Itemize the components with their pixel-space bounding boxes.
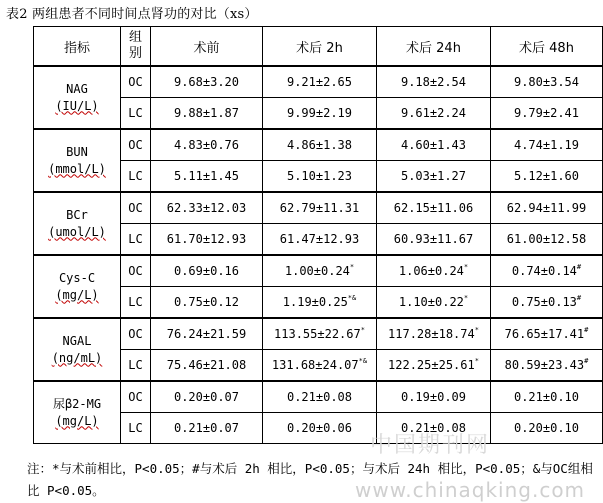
value-text: 5.10±1.23 — [286, 169, 353, 183]
value-text: 5.11±1.45 — [173, 169, 240, 183]
value-cell — [491, 318, 603, 350]
value-cell — [263, 318, 377, 350]
value-text: 61.00±12.58 — [506, 232, 587, 246]
value-cell — [151, 129, 263, 161]
value-cell — [263, 287, 377, 319]
metric-name: BCr — [66, 207, 88, 222]
metric-unit: (mg/L) — [55, 287, 99, 302]
significance-mark: # — [576, 294, 582, 302]
watermark-url: www.chinaqking.com — [355, 478, 586, 502]
metric-unit: (mmol/L) — [48, 161, 106, 176]
value-text: 60.93±11.67 — [393, 232, 474, 246]
value-cell — [151, 66, 263, 98]
significance-mark: # — [584, 357, 589, 365]
metric-cell — [34, 192, 121, 255]
value-cell — [151, 224, 263, 256]
value-cell — [377, 98, 491, 130]
value-cell — [491, 161, 603, 193]
significance-mark: *& — [358, 357, 368, 365]
value-cell — [491, 129, 603, 161]
group-cell: LC — [121, 350, 151, 382]
group-cell: LC — [121, 287, 151, 319]
value-text: 61.70±12.93 — [166, 232, 247, 246]
value-text: 117.28±18.74 — [388, 327, 475, 341]
metric-name: Cys-C — [58, 270, 96, 285]
value-cell — [263, 413, 377, 444]
value-cell — [377, 192, 491, 224]
group-cell: OC — [121, 66, 151, 98]
value-cell — [263, 98, 377, 130]
header-metric: 指标 — [34, 27, 121, 67]
value-text: 80.59±23.43 — [504, 358, 585, 372]
value-cell — [151, 350, 263, 382]
value-cell — [263, 224, 377, 256]
value-text: 0.21±0.08 — [400, 421, 467, 435]
value-cell — [151, 192, 263, 224]
significance-mark: *& — [347, 294, 357, 302]
value-cell — [151, 381, 263, 413]
header-group-char: 组 — [128, 30, 142, 45]
value-cell — [263, 161, 377, 193]
value-text: 1.00±0.24 — [284, 264, 350, 278]
header-preop: 术前 — [151, 27, 263, 67]
value-text: 9.88±1.87 — [173, 106, 240, 120]
value-cell — [263, 350, 377, 382]
value-text: 0.19±0.09 — [400, 390, 467, 404]
value-cell — [263, 129, 377, 161]
group-cell: OC — [121, 381, 151, 413]
value-text: 0.75±0.13 — [511, 295, 577, 309]
value-text: 1.10±0.22 — [398, 295, 464, 309]
metric-unit: (IU/L) — [55, 98, 99, 113]
table-row — [34, 381, 603, 413]
table-row — [34, 318, 603, 350]
value-text: 9.61±2.24 — [400, 106, 467, 120]
value-text: 0.21±0.08 — [286, 390, 353, 404]
value-text: 0.74±0.14 — [511, 264, 577, 278]
significance-mark: # — [584, 326, 589, 334]
group-cell: LC — [121, 224, 151, 256]
value-text: 76.65±17.41 — [504, 327, 585, 341]
value-cell — [263, 192, 377, 224]
value-cell — [377, 129, 491, 161]
value-text: 9.99±2.19 — [286, 106, 353, 120]
header-row — [34, 27, 603, 67]
value-text: 5.03±1.27 — [400, 169, 467, 183]
value-text: 62.15±11.06 — [393, 201, 474, 215]
header-post-48h: 术后 48h — [491, 27, 603, 67]
value-text: 9.79±2.41 — [513, 106, 580, 120]
value-cell — [491, 350, 603, 382]
value-text: 1.19±0.25 — [282, 295, 348, 309]
value-text: 4.60±1.43 — [400, 138, 467, 152]
value-cell — [151, 287, 263, 319]
value-cell — [491, 413, 603, 444]
significance-mark: * — [474, 326, 479, 334]
metric-name: NAG — [66, 81, 88, 96]
table-row — [34, 66, 603, 98]
value-text: 4.74±1.19 — [513, 138, 580, 152]
comparison-table — [33, 26, 603, 444]
metric-name: BUN — [66, 144, 88, 159]
value-cell — [491, 98, 603, 130]
value-text: 62.79±11.31 — [279, 201, 360, 215]
metric-cell — [34, 318, 121, 381]
value-text: 0.21±0.07 — [173, 421, 240, 435]
metric-unit: (ng/mL) — [51, 350, 103, 365]
value-text: 122.25±25.61 — [388, 358, 475, 372]
value-text: 0.21±0.10 — [513, 390, 580, 404]
value-cell — [377, 287, 491, 319]
value-text: 76.24±21.59 — [166, 327, 247, 341]
table-caption — [0, 0, 603, 24]
value-cell — [377, 350, 491, 382]
value-cell — [151, 318, 263, 350]
value-cell — [377, 255, 491, 287]
group-cell: OC — [121, 192, 151, 224]
header-group-char: 别 — [128, 46, 142, 61]
group-cell: OC — [121, 129, 151, 161]
value-text: 0.69±0.16 — [173, 264, 240, 278]
significance-mark: # — [576, 263, 582, 271]
value-text: 1.06±0.24 — [398, 264, 464, 278]
value-cell — [377, 318, 491, 350]
value-text: 0.20±0.10 — [513, 421, 580, 435]
value-cell — [151, 161, 263, 193]
value-cell — [263, 255, 377, 287]
header-group — [121, 27, 151, 67]
value-text: 62.94±11.99 — [506, 201, 587, 215]
value-cell — [151, 255, 263, 287]
value-cell — [263, 66, 377, 98]
group-cell: LC — [121, 161, 151, 193]
value-text: 4.86±1.38 — [286, 138, 353, 152]
significance-mark: * — [474, 357, 479, 365]
metric-cell — [34, 381, 121, 444]
value-text: 4.83±0.76 — [173, 138, 240, 152]
value-text: 61.47±12.93 — [279, 232, 360, 246]
value-cell — [377, 66, 491, 98]
value-text: 9.68±3.20 — [173, 75, 240, 89]
group-cell: LC — [121, 98, 151, 130]
value-text: 0.75±0.12 — [173, 295, 240, 309]
value-cell — [491, 381, 603, 413]
metric-unit: (mg/L) — [55, 413, 99, 428]
group-cell: OC — [121, 318, 151, 350]
value-cell — [377, 224, 491, 256]
metric-name: 尿β2-MG — [52, 396, 102, 411]
value-cell — [491, 287, 603, 319]
significance-mark: * — [360, 326, 365, 334]
value-text: 9.21±2.65 — [286, 75, 353, 89]
metric-cell — [34, 129, 121, 192]
value-text: 113.55±22.67 — [274, 327, 361, 341]
value-text: 62.33±12.03 — [166, 201, 247, 215]
value-text: 0.20±0.06 — [286, 421, 353, 435]
significance-mark: * — [463, 263, 469, 271]
metric-unit: (umol/L) — [48, 224, 106, 239]
value-cell — [151, 98, 263, 130]
metric-cell — [34, 66, 121, 129]
value-cell — [377, 161, 491, 193]
value-cell — [491, 192, 603, 224]
value-text: 5.12±1.60 — [513, 169, 580, 183]
value-cell — [491, 66, 603, 98]
value-cell — [491, 255, 603, 287]
group-cell: LC — [121, 413, 151, 444]
value-cell — [263, 381, 377, 413]
value-text: 0.20±0.07 — [173, 390, 240, 404]
table-footnote: 注：*与术前相比，P<0.05；#与术后 2h 相比，P<0.05；与术后 24h 相比，P<0.05；&与OC组相比 P<0.05。 — [27, 461, 593, 498]
table-row — [34, 129, 603, 161]
caption-text: 表2 两组患者不同时间点肾功的对比（xs） — [6, 7, 258, 22]
value-text: 9.18±2.54 — [400, 75, 467, 89]
watermark-cn: 中国期刊网 — [370, 433, 491, 458]
table-row — [34, 255, 603, 287]
value-text: 9.80±3.54 — [513, 75, 580, 89]
significance-mark: * — [349, 263, 355, 271]
value-text: 131.68±24.07 — [271, 358, 359, 372]
value-cell — [151, 413, 263, 444]
value-cell — [377, 381, 491, 413]
metric-name: NGAL — [62, 333, 92, 348]
header-post-2h: 术后 2h — [263, 27, 377, 67]
value-text: 75.46±21.08 — [166, 358, 247, 372]
significance-mark: * — [463, 294, 469, 302]
table-row — [34, 192, 603, 224]
group-cell: OC — [121, 255, 151, 287]
table-body — [34, 66, 603, 444]
value-cell — [491, 224, 603, 256]
header-post-24h: 术后 24h — [377, 27, 491, 67]
metric-cell — [34, 255, 121, 318]
